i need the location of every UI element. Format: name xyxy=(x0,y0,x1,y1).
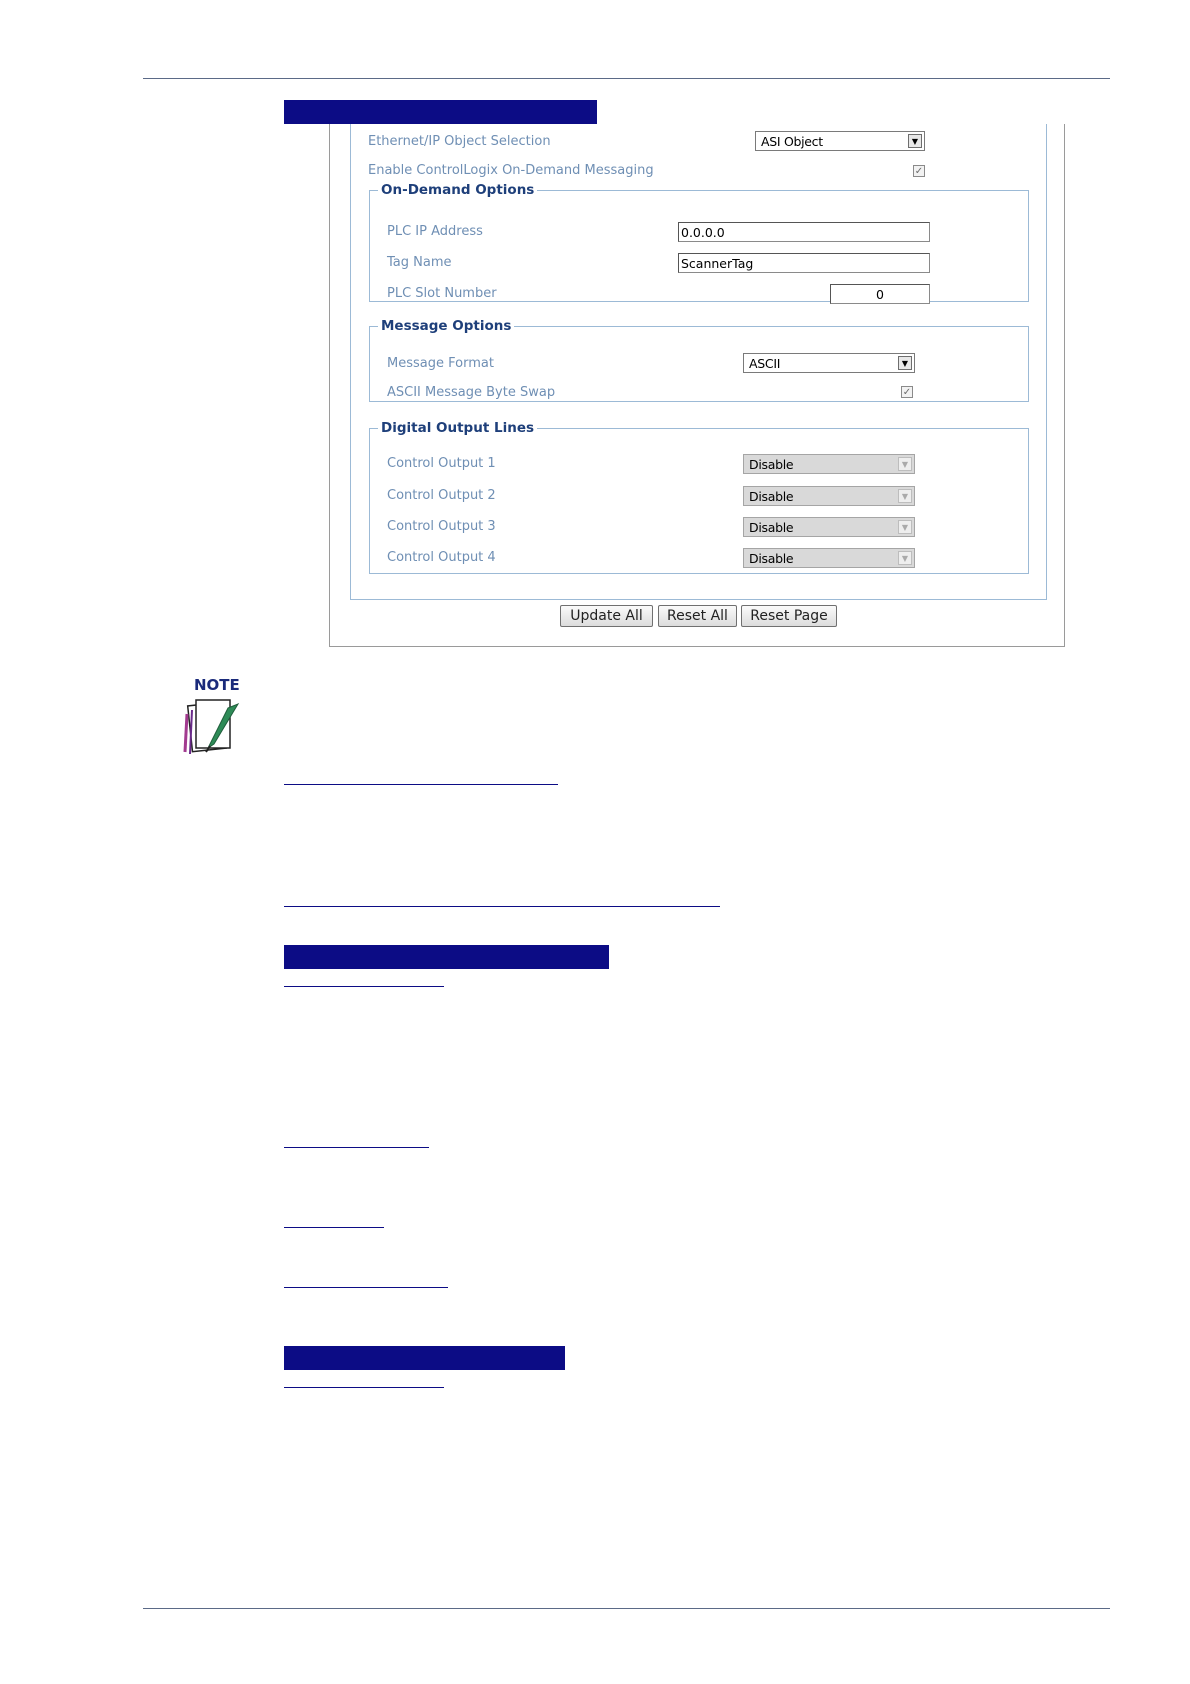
control-output-2-dropdown xyxy=(743,486,915,506)
chevron-down-icon: ▼ xyxy=(908,134,922,148)
byte-swap-checkbox[interactable]: ✓ xyxy=(902,387,912,398)
control-output-label: Control Output 2 xyxy=(387,488,496,503)
tag-name-label: Tag Name xyxy=(387,255,452,270)
header-rule xyxy=(143,78,1110,79)
plc-ip-label: PLC IP Address xyxy=(387,224,483,239)
footer-rule xyxy=(143,1608,1110,1609)
tag-name-input[interactable] xyxy=(678,253,930,273)
message-format-value: ASCII xyxy=(749,356,781,371)
reset-page-button[interactable]: Reset Page xyxy=(741,605,837,627)
chevron-down-icon: ▼ xyxy=(898,489,912,503)
enable-ondemand-checkbox[interactable]: ✓ xyxy=(914,166,924,177)
settings-inner-frame xyxy=(350,124,1047,600)
chevron-down-icon: ▼ xyxy=(898,356,912,370)
object-selection-label: Ethernet/IP Object Selection xyxy=(368,134,551,149)
digital-output-legend: Digital Output Lines xyxy=(381,420,535,436)
hyperlink-underline xyxy=(284,986,444,987)
hyperlink-underline xyxy=(284,1387,444,1388)
control-output-4-dropdown xyxy=(743,548,915,568)
control-output-label: Control Output 4 xyxy=(387,550,496,565)
plc-slot-input[interactable] xyxy=(830,284,930,304)
hyperlink-underline xyxy=(284,784,558,785)
control-output-value: Disable xyxy=(749,520,794,535)
hyperlink-underline xyxy=(284,1227,384,1228)
hyperlink-underline xyxy=(284,1147,429,1148)
plc-ip-input[interactable] xyxy=(678,222,930,242)
section-heading-bar xyxy=(284,100,597,124)
section-heading-bar xyxy=(284,945,609,969)
note-icon-label: NOTE xyxy=(194,676,240,694)
ethernet-ip-settings-panel xyxy=(329,124,1065,647)
control-output-value: Disable xyxy=(749,489,794,504)
enable-ondemand-label: Enable ControlLogix On-Demand Messaging xyxy=(368,163,654,178)
section-heading-bar xyxy=(284,1346,565,1370)
ondemand-options-legend: On-Demand Options xyxy=(381,182,535,198)
hyperlink-underline xyxy=(284,906,720,907)
chevron-down-icon: ▼ xyxy=(898,457,912,471)
note-icon xyxy=(182,674,262,764)
object-selection-value: ASI Object xyxy=(761,134,823,149)
message-format-dropdown[interactable] xyxy=(743,353,915,373)
hyperlink-underline xyxy=(284,1287,448,1288)
control-output-value: Disable xyxy=(749,457,794,472)
message-options-group xyxy=(369,318,1029,402)
reset-all-button[interactable]: Reset All xyxy=(658,605,737,627)
message-options-legend: Message Options xyxy=(381,318,512,334)
control-output-1-dropdown xyxy=(743,454,915,474)
message-format-label: Message Format xyxy=(387,356,494,371)
digital-output-group xyxy=(369,420,1029,574)
control-output-label: Control Output 1 xyxy=(387,456,496,471)
plc-slot-label: PLC Slot Number xyxy=(387,286,497,301)
chevron-down-icon: ▼ xyxy=(898,520,912,534)
control-output-value: Disable xyxy=(749,551,794,566)
chevron-down-icon: ▼ xyxy=(898,551,912,565)
ondemand-options-group xyxy=(369,182,1029,302)
control-output-label: Control Output 3 xyxy=(387,519,496,534)
update-all-button[interactable]: Update All xyxy=(560,605,653,627)
object-selection-dropdown[interactable] xyxy=(755,131,925,151)
byte-swap-label: ASCII Message Byte Swap xyxy=(387,385,556,400)
control-output-3-dropdown xyxy=(743,517,915,537)
